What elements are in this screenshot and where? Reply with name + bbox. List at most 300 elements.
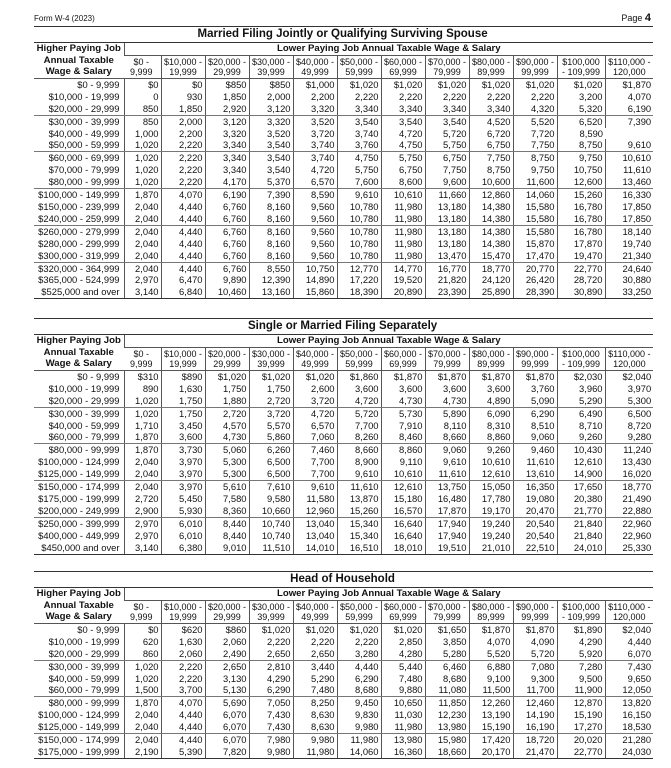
table-cell: 6,290 bbox=[337, 673, 381, 685]
table-cell: 2,220 bbox=[161, 660, 205, 672]
table-cell: 4,440 bbox=[161, 721, 205, 733]
table-cell: $0 bbox=[124, 623, 161, 635]
column-range-header: $50,000 - 59,999 bbox=[337, 347, 381, 370]
table-cell: 8,160 bbox=[249, 225, 293, 237]
table-cell: 20,890 bbox=[381, 286, 425, 298]
wage-range: $60,000 - 79,999 bbox=[34, 684, 124, 696]
table-cell: 5,060 bbox=[205, 444, 249, 456]
table-cell: 4,070 bbox=[605, 91, 653, 103]
table-cell: 16,190 bbox=[513, 721, 557, 733]
table-cell: 4,730 bbox=[425, 395, 469, 407]
table-cell: 12,960 bbox=[293, 505, 337, 517]
column-range-header: $80,000 - 89,999 bbox=[469, 600, 513, 623]
table-cell: 3,320 bbox=[249, 115, 293, 127]
table-cell: 2,720 bbox=[249, 395, 293, 407]
table-cell: 21,470 bbox=[513, 746, 557, 758]
table-cell: 6,840 bbox=[161, 286, 205, 298]
table-cell: 11,980 bbox=[381, 250, 425, 262]
table-cell: 4,570 bbox=[205, 420, 249, 432]
table-cell: 2,040 bbox=[124, 481, 161, 493]
table-cell: 16,640 bbox=[381, 517, 425, 529]
table-cell: 6,500 bbox=[249, 456, 293, 468]
table-cell: 4,440 bbox=[161, 734, 205, 746]
table-cell: 3,720 bbox=[293, 395, 337, 407]
table-cell: 21,840 bbox=[557, 530, 605, 542]
table-cell: 9,980 bbox=[293, 734, 337, 746]
table-row bbox=[34, 493, 653, 505]
table-row bbox=[34, 115, 653, 127]
table-cell: 2,650 bbox=[249, 648, 293, 660]
table-cell: 4,440 bbox=[161, 262, 205, 274]
table-row bbox=[34, 542, 653, 554]
table-cell: $1,870 bbox=[605, 78, 653, 90]
table-row bbox=[34, 78, 653, 90]
table-cell: 13,750 bbox=[425, 481, 469, 493]
table-cell: 18,140 bbox=[605, 225, 653, 237]
table-cell: 7,460 bbox=[293, 444, 337, 456]
table-cell: 12,860 bbox=[469, 189, 513, 201]
table-cell: 14,190 bbox=[513, 709, 557, 721]
column-range-header: $90,000 - 99,999 bbox=[513, 347, 557, 370]
table-row bbox=[34, 201, 653, 213]
column-range-header: $100,000 - 109,999 bbox=[557, 600, 605, 623]
table-cell: 2,650 bbox=[293, 648, 337, 660]
table-cell: 9,260 bbox=[469, 444, 513, 456]
table-cell: $890 bbox=[161, 370, 205, 382]
table-cell: 26,420 bbox=[513, 274, 557, 286]
table-cell: 22,770 bbox=[557, 262, 605, 274]
table-cell: 9,610 bbox=[337, 468, 381, 480]
table-cell: 3,850 bbox=[425, 636, 469, 648]
table-cell: 7,430 bbox=[605, 660, 653, 672]
table-cell: 11,030 bbox=[381, 709, 425, 721]
table-cell: 12,390 bbox=[249, 274, 293, 286]
wage-range: $100,000 - 124,999 bbox=[38, 709, 120, 721]
table-cell: 8,630 bbox=[293, 709, 337, 721]
table-cell: 6,720 bbox=[469, 128, 513, 140]
wage-range: $80,000 - 99,999 bbox=[34, 176, 124, 188]
table-cell: 9,560 bbox=[293, 250, 337, 262]
table-cell: 18,530 bbox=[605, 721, 653, 733]
table-cell: 2,970 bbox=[124, 530, 161, 542]
table-cell: 3,520 bbox=[249, 128, 293, 140]
table-cell: 1,020 bbox=[124, 660, 161, 672]
table-row bbox=[34, 746, 653, 758]
table-cell: 5,930 bbox=[161, 505, 205, 517]
table-row bbox=[34, 517, 653, 529]
table-cell: 15,870 bbox=[513, 238, 557, 250]
table-cell: 10,750 bbox=[293, 262, 337, 274]
table-cell: 9,560 bbox=[293, 213, 337, 225]
table-cell: 9,650 bbox=[605, 673, 653, 685]
form-label: Form W-4 (2023) bbox=[34, 14, 95, 23]
table-cell: 12,230 bbox=[425, 709, 469, 721]
table-cell: 8,260 bbox=[337, 431, 381, 443]
table-cell: 8,660 bbox=[337, 444, 381, 456]
table-cell: 2,060 bbox=[161, 648, 205, 660]
table-cell: 14,010 bbox=[293, 542, 337, 554]
column-range-header: $0 - 9,999 bbox=[124, 600, 161, 623]
table-cell: 3,720 bbox=[249, 407, 293, 419]
wage-range: $20,000 - 29,999 bbox=[34, 103, 124, 115]
table-cell: $1,020 bbox=[249, 623, 293, 635]
table-cell: 5,300 bbox=[605, 395, 653, 407]
table-cell: 8,600 bbox=[381, 176, 425, 188]
wage-range: $80,000 - 99,999 bbox=[48, 444, 120, 456]
table-cell: 7,480 bbox=[381, 673, 425, 685]
table-cell: 2,920 bbox=[205, 103, 249, 115]
table-cell: 10,610 bbox=[605, 152, 653, 164]
table-cell: 5,290 bbox=[557, 395, 605, 407]
table-cell: 14,380 bbox=[469, 238, 513, 250]
table-cell: 9,750 bbox=[513, 164, 557, 176]
table-cell: 3,340 bbox=[381, 103, 425, 115]
table-cell: 3,540 bbox=[337, 115, 381, 127]
table-row bbox=[34, 152, 653, 164]
table-cell: 17,470 bbox=[513, 250, 557, 262]
table-cell: 2,220 bbox=[337, 91, 381, 103]
table-cell: 8,630 bbox=[293, 721, 337, 733]
table-cell: 3,340 bbox=[205, 152, 249, 164]
table-cell: 2,970 bbox=[124, 274, 161, 286]
table-cell: 13,980 bbox=[425, 721, 469, 733]
table-cell: 9,060 bbox=[513, 431, 557, 443]
table-cell: 8,160 bbox=[249, 250, 293, 262]
wage-range: $175,000 - 199,999 bbox=[34, 746, 124, 758]
column-range-header: $50,000 - 59,999 bbox=[337, 55, 381, 78]
table-cell: 14,900 bbox=[557, 468, 605, 480]
table-cell: 10,780 bbox=[337, 225, 381, 237]
table-cell: 6,010 bbox=[161, 517, 205, 529]
table-cell: 11,850 bbox=[425, 697, 469, 709]
table-cell: 9,880 bbox=[381, 684, 425, 696]
table-cell: 11,610 bbox=[513, 456, 557, 468]
table-cell: 4,070 bbox=[161, 189, 205, 201]
wage-range: $20,000 - 29,999 bbox=[34, 395, 124, 407]
table-cell: 2,600 bbox=[293, 383, 337, 395]
table-cell: 6,750 bbox=[381, 164, 425, 176]
table-cell: 15,580 bbox=[513, 213, 557, 225]
table-cell: 10,740 bbox=[249, 517, 293, 529]
table-cell: 5,320 bbox=[557, 103, 605, 115]
table-cell: $1,020 bbox=[205, 370, 249, 382]
table-cell: 2,220 bbox=[469, 91, 513, 103]
table-cell: 1,630 bbox=[161, 383, 205, 395]
table-cell: $620 bbox=[161, 623, 205, 635]
table-cell: 13,040 bbox=[293, 517, 337, 529]
table-cell: 2,220 bbox=[161, 164, 205, 176]
table-cell: 20,540 bbox=[513, 530, 557, 542]
wage-range: $0 - 9,999 bbox=[77, 370, 120, 382]
table-cell: 4,750 bbox=[381, 139, 425, 151]
wage-range: $0 - 9,999 bbox=[77, 78, 120, 90]
table-cell: 16,480 bbox=[425, 493, 469, 505]
table-cell: 11,610 bbox=[337, 481, 381, 493]
table-cell: 13,180 bbox=[425, 225, 469, 237]
table-cell: 22,960 bbox=[605, 530, 653, 542]
table-cell: $1,870 bbox=[513, 623, 557, 635]
table-cell: 1,710 bbox=[124, 420, 161, 432]
table-cell: 15,340 bbox=[337, 517, 381, 529]
wage-range: $175,000 - 199,999 bbox=[38, 492, 120, 504]
table-row bbox=[34, 225, 653, 237]
table-cell: 2,000 bbox=[249, 91, 293, 103]
table-cell: 4,440 bbox=[161, 213, 205, 225]
table-cell: 2,220 bbox=[161, 152, 205, 164]
table-cell: 16,770 bbox=[425, 262, 469, 274]
table-cell: 9,610 bbox=[425, 456, 469, 468]
wage-range: $60,000 - 69,999 bbox=[48, 152, 120, 164]
table-cell: $860 bbox=[205, 623, 249, 635]
table-row bbox=[34, 176, 653, 188]
table-cell: 5,890 bbox=[425, 407, 469, 419]
table-cell: 11,510 bbox=[249, 542, 293, 554]
table-cell: 7,050 bbox=[249, 697, 293, 709]
table-cell: 8,550 bbox=[249, 262, 293, 274]
table-row bbox=[34, 250, 653, 262]
table-cell: 17,850 bbox=[605, 213, 653, 225]
column-range-header: $0 - 9,999 bbox=[124, 55, 161, 78]
table-cell: 8,360 bbox=[205, 505, 249, 517]
table-cell: 17,940 bbox=[425, 530, 469, 542]
table-cell: 9,610 bbox=[337, 189, 381, 201]
table-cell: 8,900 bbox=[337, 456, 381, 468]
row-header-label: Higher Paying Job Annual Taxable Wage & Salary bbox=[34, 588, 124, 624]
table-cell: 1,850 bbox=[205, 91, 249, 103]
table-cell: 8,310 bbox=[469, 420, 513, 432]
table-cell: 0 bbox=[124, 91, 161, 103]
wage-range: $10,000 - 19,999 bbox=[48, 635, 120, 647]
page-indicator bbox=[621, 12, 651, 24]
table-cell: 5,720 bbox=[425, 128, 469, 140]
table-cell: 3,740 bbox=[293, 139, 337, 151]
table-cell: $1,020 bbox=[469, 78, 513, 90]
column-range-header: $40,000 - 49,999 bbox=[293, 600, 337, 623]
table-cell: 6,260 bbox=[249, 444, 293, 456]
table-section-2 bbox=[34, 318, 653, 555]
column-range-header: $70,000 - 79,999 bbox=[425, 600, 469, 623]
table-cell: 2,040 bbox=[124, 238, 161, 250]
wage-range: $125,000 - 149,999 bbox=[34, 468, 124, 480]
table-cell: 22,880 bbox=[605, 505, 653, 517]
table-cell: 12,460 bbox=[513, 697, 557, 709]
table-cell: 2,040 bbox=[124, 721, 161, 733]
table-cell: 10,430 bbox=[557, 444, 605, 456]
table-cell: 7,700 bbox=[293, 468, 337, 480]
table-cell: 21,490 bbox=[605, 493, 653, 505]
table-cell: 9,560 bbox=[293, 238, 337, 250]
table-cell: 6,570 bbox=[293, 420, 337, 432]
column-range-header: $30,000 - 39,999 bbox=[249, 55, 293, 78]
table-cell: 2,040 bbox=[124, 456, 161, 468]
table-cell: 7,390 bbox=[249, 189, 293, 201]
table-cell: 18,660 bbox=[425, 746, 469, 758]
table-cell: 10,780 bbox=[337, 201, 381, 213]
table-cell: 13,470 bbox=[425, 250, 469, 262]
table-cell: 21,840 bbox=[557, 517, 605, 529]
table-cell: 14,890 bbox=[293, 274, 337, 286]
table-cell: 6,010 bbox=[161, 530, 205, 542]
wage-range: $50,000 - 59,999 bbox=[34, 139, 124, 151]
table-cell: 5,570 bbox=[249, 420, 293, 432]
table-cell: 1,000 bbox=[124, 128, 161, 140]
wage-range: $260,000 - 279,999 bbox=[38, 225, 120, 237]
wage-range: $10,000 - 19,999 bbox=[48, 90, 120, 102]
form-header bbox=[34, 12, 651, 26]
wage-range: $150,000 - 174,999 bbox=[38, 481, 120, 493]
table-cell: 6,290 bbox=[513, 407, 557, 419]
column-range-header: $30,000 - 39,999 bbox=[249, 600, 293, 623]
table-cell: $1,020 bbox=[557, 78, 605, 90]
table-row bbox=[34, 164, 653, 176]
table-cell: 9,450 bbox=[337, 697, 381, 709]
table-cell: 1,850 bbox=[161, 103, 205, 115]
table-cell: 17,850 bbox=[605, 201, 653, 213]
table-cell: 2,190 bbox=[124, 746, 161, 758]
table-cell: 3,200 bbox=[557, 91, 605, 103]
table-cell: 21,280 bbox=[605, 734, 653, 746]
column-group-row bbox=[34, 588, 653, 601]
column-range-header: $0 - 9,999 bbox=[124, 347, 161, 370]
table-cell: 11,500 bbox=[469, 684, 513, 696]
table-cell: 3,120 bbox=[205, 115, 249, 127]
wage-range: $70,000 - 79,999 bbox=[48, 164, 120, 176]
table-row bbox=[34, 213, 653, 225]
wage-range: $100,000 - 149,999 bbox=[38, 189, 120, 201]
table-row bbox=[34, 103, 653, 115]
table-cell: 13,180 bbox=[425, 213, 469, 225]
table-cell: 6,520 bbox=[557, 115, 605, 127]
table-cell: 10,460 bbox=[205, 286, 249, 298]
table-cell: 7,820 bbox=[205, 746, 249, 758]
table-cell: 3,340 bbox=[425, 103, 469, 115]
table-cell: 2,220 bbox=[513, 91, 557, 103]
table-cell: 13,190 bbox=[469, 709, 513, 721]
table-cell: 10,650 bbox=[381, 697, 425, 709]
table-cell: $1,020 bbox=[381, 78, 425, 90]
table-cell: 11,980 bbox=[381, 238, 425, 250]
table-cell: 4,170 bbox=[205, 176, 249, 188]
table-cell: 2,220 bbox=[161, 673, 205, 685]
table-cell: 30,880 bbox=[605, 274, 653, 286]
table-cell: 16,780 bbox=[557, 225, 605, 237]
table-cell: 8,680 bbox=[337, 684, 381, 696]
wage-range: $300,000 - 319,999 bbox=[34, 250, 124, 262]
table-cell: 5,690 bbox=[205, 697, 249, 709]
table-cell: 1,020 bbox=[124, 395, 161, 407]
table-cell: 2,900 bbox=[124, 505, 161, 517]
table-cell: 2,650 bbox=[205, 660, 249, 672]
table-cell: 11,610 bbox=[605, 164, 653, 176]
table-cell: 8,590 bbox=[293, 189, 337, 201]
table-cell: 5,130 bbox=[205, 684, 249, 696]
table-cell: 2,490 bbox=[205, 648, 249, 660]
table-cell: 4,730 bbox=[205, 431, 249, 443]
table-cell: 15,340 bbox=[337, 530, 381, 542]
table-cell: 1,020 bbox=[124, 164, 161, 176]
table-cell: 9,610 bbox=[605, 139, 653, 151]
table-cell: 16,780 bbox=[557, 201, 605, 213]
table-cell: 4,290 bbox=[557, 636, 605, 648]
table-cell: 7,750 bbox=[469, 152, 513, 164]
table-cell: 12,260 bbox=[469, 697, 513, 709]
table-cell: 6,760 bbox=[205, 238, 249, 250]
column-range-header: $60,000 - 69,999 bbox=[381, 347, 425, 370]
table-cell: 4,070 bbox=[469, 636, 513, 648]
table-cell: 5,750 bbox=[381, 152, 425, 164]
column-range-header: $10,000 - 19,999 bbox=[161, 55, 205, 78]
table-cell: 8,680 bbox=[425, 673, 469, 685]
table-cell: 8,590 bbox=[557, 128, 605, 140]
table-cell: 3,600 bbox=[469, 383, 513, 395]
column-range-header: $60,000 - 69,999 bbox=[381, 55, 425, 78]
table-row bbox=[34, 721, 653, 733]
table-cell: 620 bbox=[124, 636, 161, 648]
table-cell: 7,980 bbox=[249, 734, 293, 746]
section-title-row bbox=[34, 319, 653, 335]
table-cell: 1,870 bbox=[124, 697, 161, 709]
row-header-label: Higher Paying Job Annual Taxable Wage & Salary bbox=[34, 43, 124, 79]
column-ranges-row bbox=[34, 347, 653, 370]
table-cell: 3,740 bbox=[337, 128, 381, 140]
wage-range: $30,000 - 39,999 bbox=[48, 115, 120, 127]
table-cell: $1,870 bbox=[513, 370, 557, 382]
table-cell: 6,750 bbox=[425, 152, 469, 164]
table-cell: 9,280 bbox=[605, 431, 653, 443]
table-cell: $1,020 bbox=[513, 78, 557, 90]
table-cell: 11,610 bbox=[425, 468, 469, 480]
table-cell: 3,140 bbox=[124, 286, 161, 298]
table-cell: 9,580 bbox=[249, 493, 293, 505]
table-cell: 8,720 bbox=[605, 420, 653, 432]
column-group-row bbox=[34, 43, 653, 56]
table-cell: 19,170 bbox=[469, 505, 513, 517]
table-cell: 9,060 bbox=[425, 444, 469, 456]
table-cell: 22,510 bbox=[513, 542, 557, 554]
table-cell: 6,490 bbox=[557, 407, 605, 419]
section-title-row bbox=[34, 27, 653, 43]
table-row bbox=[34, 128, 653, 140]
table-cell: $1,870 bbox=[425, 370, 469, 382]
table-cell: 1,020 bbox=[124, 152, 161, 164]
table-cell: 4,720 bbox=[337, 395, 381, 407]
table-cell: 19,510 bbox=[425, 542, 469, 554]
table-row bbox=[34, 456, 653, 468]
column-range-header: $100,000 - 109,999 bbox=[557, 55, 605, 78]
table-cell: 14,380 bbox=[469, 201, 513, 213]
table-row bbox=[34, 286, 653, 298]
column-range-header: $110,000 - 120,000 bbox=[605, 600, 653, 623]
section-title: Married Filing Jointly or Qualifying Surviving Spouse bbox=[34, 27, 653, 43]
wage-range: $40,000 - 59,999 bbox=[48, 419, 120, 431]
table-cell: 5,450 bbox=[161, 493, 205, 505]
column-range-header: $20,000 - 29,999 bbox=[205, 347, 249, 370]
column-range-header: $20,000 - 29,999 bbox=[205, 600, 249, 623]
section-title-row bbox=[34, 572, 653, 588]
table-cell: 4,440 bbox=[161, 238, 205, 250]
table-row bbox=[34, 636, 653, 648]
wage-range: $0 - 9,999 bbox=[77, 623, 120, 635]
table-cell: 20,540 bbox=[513, 517, 557, 529]
table-cell: 6,880 bbox=[469, 660, 513, 672]
table-cell: 6,760 bbox=[205, 213, 249, 225]
table-cell: 4,320 bbox=[513, 103, 557, 115]
table-cell: 5,290 bbox=[293, 673, 337, 685]
table-cell: 1,750 bbox=[205, 383, 249, 395]
table-cell: 5,440 bbox=[381, 660, 425, 672]
table-cell: 3,340 bbox=[205, 139, 249, 151]
table-row bbox=[34, 673, 653, 685]
